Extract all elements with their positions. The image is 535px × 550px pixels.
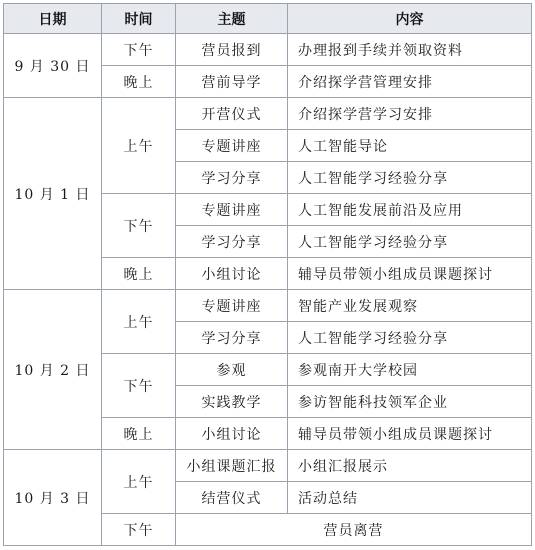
schedule-table <box>3 3 532 546</box>
header-time: 时间 <box>102 4 176 34</box>
topic-cell: 开营仪式 <box>176 98 288 130</box>
topic-cell: 学习分享 <box>176 162 288 194</box>
content-cell: 人工智能发展前沿及应用 <box>288 194 532 226</box>
time-cell: 下午 <box>102 194 176 258</box>
time-cell: 晚上 <box>102 258 176 290</box>
header-content: 内容 <box>288 4 532 34</box>
table-body <box>4 34 532 546</box>
content-cell: 活动总结 <box>288 482 532 514</box>
date-cell: 10 月 1 日 <box>4 98 102 290</box>
content-cell: 辅导员带领小组成员课题探讨 <box>288 258 532 290</box>
table-header <box>4 4 532 34</box>
table-row <box>4 98 532 130</box>
topic-cell: 实践教学 <box>176 386 288 418</box>
time-cell: 上午 <box>102 450 176 514</box>
topic-cell: 结营仪式 <box>176 482 288 514</box>
content-cell: 介绍探学营学习安排 <box>288 98 532 130</box>
content-cell: 办理报到手续并领取资料 <box>288 34 532 66</box>
header-date: 日期 <box>4 4 102 34</box>
topic-cell: 小组讨论 <box>176 258 288 290</box>
content-cell: 人工智能学习经验分享 <box>288 226 532 258</box>
content-cell: 参访智能科技领军企业 <box>288 386 532 418</box>
table-row <box>4 290 532 322</box>
merged-cell: 营员离营 <box>176 514 532 546</box>
topic-cell: 学习分享 <box>176 226 288 258</box>
topic-cell: 学习分享 <box>176 322 288 354</box>
time-cell: 下午 <box>102 514 176 546</box>
content-cell: 辅导员带领小组成员课题探讨 <box>288 418 532 450</box>
header-row <box>4 4 532 34</box>
content-cell: 人工智能导论 <box>288 130 532 162</box>
time-cell: 晚上 <box>102 66 176 98</box>
time-cell: 下午 <box>102 354 176 418</box>
date-cell: 9 月 30 日 <box>4 34 102 98</box>
content-cell: 介绍探学营管理安排 <box>288 66 532 98</box>
topic-cell: 小组讨论 <box>176 418 288 450</box>
topic-cell: 专题讲座 <box>176 290 288 322</box>
content-cell: 人工智能学习经验分享 <box>288 162 532 194</box>
content-cell: 人工智能学习经验分享 <box>288 322 532 354</box>
topic-cell: 小组课题汇报 <box>176 450 288 482</box>
time-cell: 上午 <box>102 290 176 354</box>
table-row <box>4 34 532 66</box>
time-cell: 下午 <box>102 34 176 66</box>
time-cell: 上午 <box>102 98 176 194</box>
content-cell: 小组汇报展示 <box>288 450 532 482</box>
topic-cell: 营员报到 <box>176 34 288 66</box>
topic-cell: 营前导学 <box>176 66 288 98</box>
content-cell: 智能产业发展观察 <box>288 290 532 322</box>
date-cell: 10 月 2 日 <box>4 290 102 450</box>
header-topic: 主题 <box>176 4 288 34</box>
topic-cell: 专题讲座 <box>176 194 288 226</box>
topic-cell: 专题讲座 <box>176 130 288 162</box>
table-row <box>4 450 532 482</box>
time-cell: 晚上 <box>102 418 176 450</box>
topic-cell: 参观 <box>176 354 288 386</box>
date-cell: 10 月 3 日 <box>4 450 102 546</box>
content-cell: 参观南开大学校园 <box>288 354 532 386</box>
